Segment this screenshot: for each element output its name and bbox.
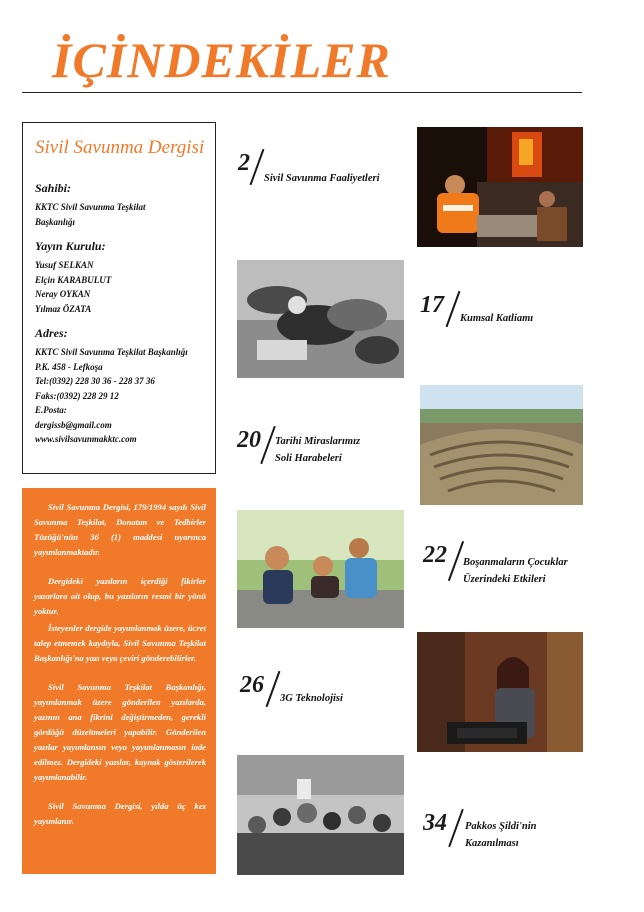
family-photo: [237, 510, 404, 628]
toc-title: Kazanılması: [465, 838, 519, 849]
crowd-photo: [237, 755, 404, 875]
toc-slash: [266, 671, 281, 707]
laptop-woman-photo: [417, 632, 583, 752]
note-paragraph: Sivil Savunma Dergisi, yılda üç kez yayımlanır.: [34, 801, 206, 826]
board-heading: Yayın Kurulu:: [35, 239, 106, 253]
toc-title: Soli Harabeleri: [275, 453, 342, 464]
board-member: Neray OYKAN: [35, 289, 91, 299]
toc-title: Tarihi Miraslarımız: [275, 436, 361, 447]
website: www.sivilsavunmakktc.com: [35, 434, 137, 444]
soli-theatre-photo: [420, 385, 583, 505]
fax-line: Faks:(0392) 228 29 12: [35, 390, 119, 401]
address-line: KKTC Sivil Savunma Teşkilat Başkanlığı: [35, 347, 188, 357]
masthead-box: [22, 122, 216, 474]
toc-page-number: 26: [240, 672, 264, 698]
phone-line: Tel:(0392) 228 30 36 - 228 37 36: [35, 376, 155, 386]
toc-page-number: 20: [237, 427, 261, 453]
title-divider: [22, 92, 582, 93]
owner-heading: Sahibi:: [35, 181, 72, 195]
note-paragraph: Dergideki yazıların içerdiği fikirler yazarlara ait olup, bu yazıların resmi bir yönü yoktur.: [34, 576, 206, 616]
board-member: Yılmaz ÖZATA: [35, 303, 92, 314]
toc-page-number: 22: [423, 542, 447, 568]
toc-title: Kumsal Katliamı: [460, 313, 534, 324]
toc-slash: [250, 149, 265, 185]
massacre-victims-photo: [237, 260, 404, 378]
toc-slash: [446, 291, 461, 327]
address-heading: Adres:: [35, 326, 68, 340]
toc-entry[interactable]: [420, 290, 580, 330]
toc-page-number: 34: [423, 810, 447, 836]
toc-entry[interactable]: [423, 540, 583, 586]
toc-slash: [260, 426, 276, 464]
toc-slash: [448, 541, 464, 581]
toc-entry[interactable]: [240, 670, 400, 710]
toc-title: 3G Teknolojisi: [280, 693, 343, 704]
toc-page-number: 2: [238, 150, 250, 176]
editorial-notes-box: [22, 488, 216, 874]
owner-line: KKTC Sivil Savunma Teşkilat: [35, 202, 146, 212]
note-paragraph: Sivil Savunma Teşkilat Başkanlığı, yayımlanmak üzere gönderilen yazılarda, yazının ana fikrini değiştirmeden, gerekli gördüğü düzeltmeleri yapabilir. Gönderilen yazılar yayımlansın veya yayımlanmasın iade edilmez. Dergideki yazılar, kaynak gösterilerek yayımlanabilir.: [34, 682, 206, 782]
board-member: Elçin KARABULUT: [35, 274, 112, 285]
toc-title: Üzerindeki Etkileri: [463, 574, 546, 585]
note-paragraph: Sivil Savunma Dergisi, 179/1994 sayılı Sivil Savunma Teşkilat, Donatım ve Tedbirler Tüzüğü'nün 36 (1) maddesi uyarınca yayımlanmaktadır.: [34, 502, 206, 557]
toc-entry[interactable]: [423, 808, 583, 854]
toc-entry[interactable]: [238, 148, 398, 188]
toc-title: Sivil Savunma Faaliyetleri: [264, 173, 380, 184]
email-label: E.Posta:: [35, 405, 67, 415]
toc-title: Pakkos Şildi'nin: [465, 821, 537, 832]
page-title: İÇİNDEKİLER: [52, 32, 391, 88]
board-member: Yusuf SELKAN: [35, 260, 94, 270]
toc-title: Boşanmaların Çocuklar: [463, 557, 568, 568]
toc-page-number: 17: [420, 292, 444, 318]
note-paragraph: İsteyenler dergide yayımlanmak üzere, ücret talep etmemek kaydıyla, Sivil Savunma Teşkilat Başkanlığı'na yazı veya çeviri gönderebilirler.: [34, 623, 206, 663]
owner-line: Başkanlığı: [35, 216, 76, 227]
address-line: P.K. 458 - Lefkoşa: [35, 361, 103, 372]
magazine-name: Sivil Savunma Dergisi: [35, 137, 205, 158]
toc-slash: [448, 809, 464, 847]
toc-entry[interactable]: [237, 425, 407, 469]
fire-rescue-photo: [417, 127, 583, 247]
email-address: dergissb@gmail.com: [35, 419, 112, 430]
